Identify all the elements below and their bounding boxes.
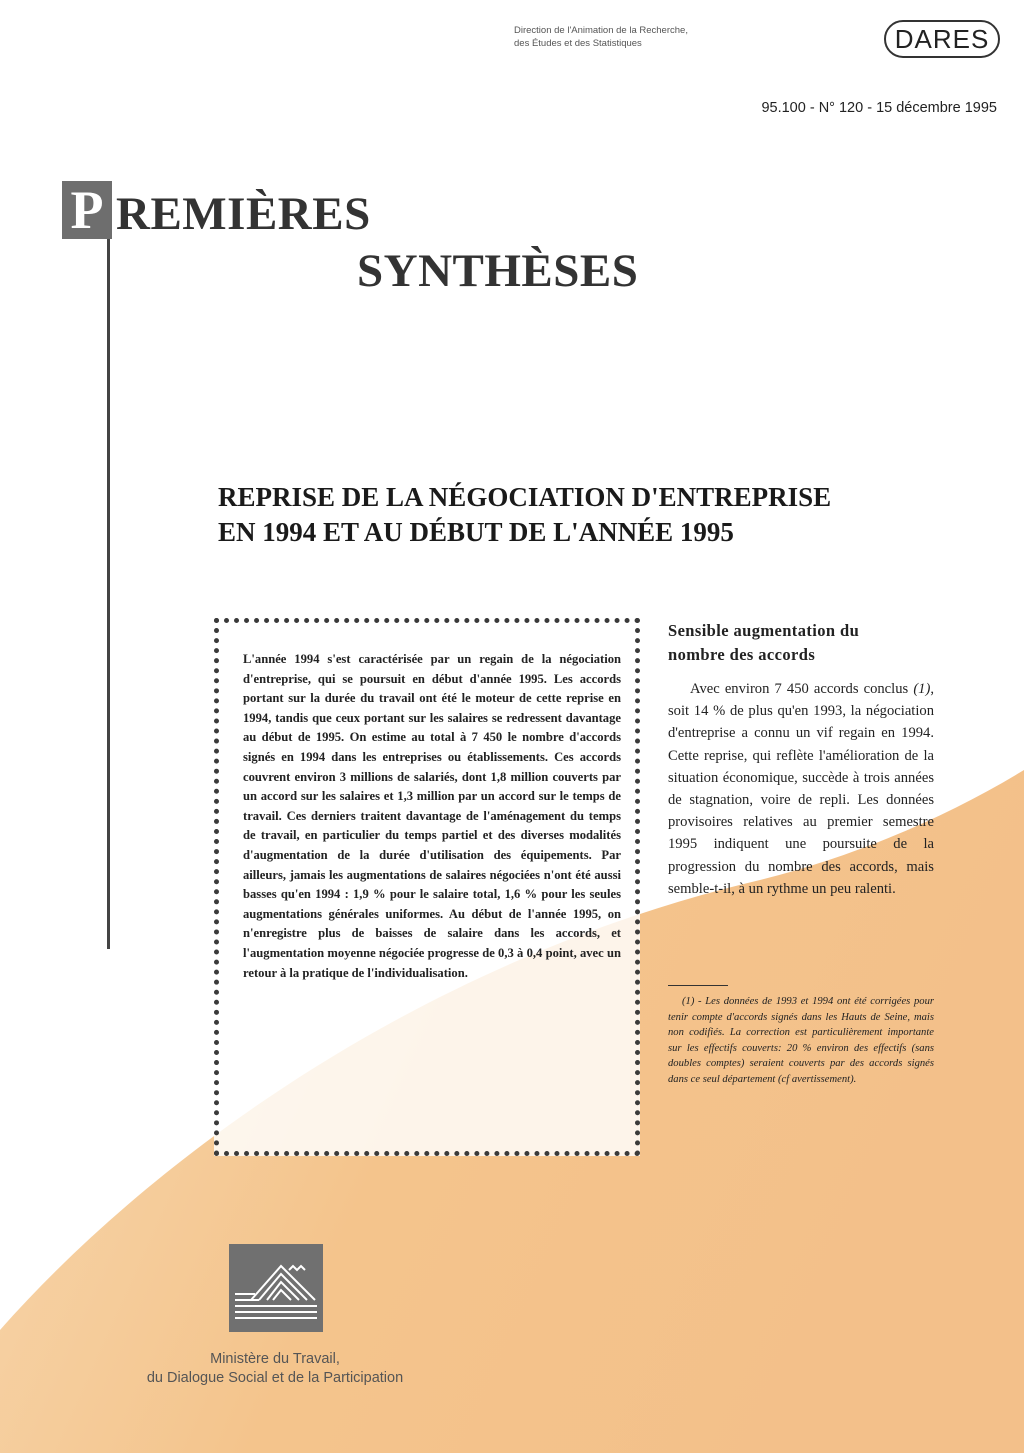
ministry-line-1: Ministère du Travail, — [210, 1351, 340, 1367]
section-paragraph — [668, 678, 934, 900]
section-heading-line-1: Sensible augmentation du — [668, 621, 860, 640]
article-title-line-2: EN 1994 ET AU DÉBUT DE L'ANNÉE 1995 — [218, 517, 734, 547]
footnote-reference: (1) — [913, 681, 931, 697]
masthead-initial: P — [70, 180, 104, 240]
masthead-word-premieres: REMIÈRES — [116, 188, 371, 240]
article-title — [218, 480, 938, 550]
section-heading-line-2: nombre des accords — [668, 645, 816, 664]
issuer-line-2: des Études et des Statistiques — [514, 38, 642, 49]
footnote-text: (1) - Les données de 1993 et 1994 ont été corrigées pour tenir compte d'accords signés dans les Hauts de Seine, mais non codifiés. La correction est particulièrement importante sur les effectifs couverts: 20 % environ des effectifs (sans doubles comptes) seraient couverts par des accords signés dans ce seul département (cf avertissement). — [668, 996, 934, 1085]
section-body — [668, 678, 934, 900]
masthead-vertical-rule — [107, 239, 110, 949]
abstract-text: L'année 1994 s'est caractérisée par un regain de la négociation d'entreprise, qui se poursuit en début d'année 1995. Les accords portant sur la durée du travail ont été le moteur de cette reprise en 1994, tandis que ceux portant sur les salaires se redressent davantage au début de 1995. On estime au total à 7 450 le nombre d'accords signés en 1994 dans les entreprises ou établissements. Ces accords couvrent environ 3 millions de salariés, dont 1,8 million couverts par un accord sur les salaires et 1,3 million par un accord sur le temps de travail. Ces derniers traitent davantage de l'aménagement du temps de travail, en particulier du temps partiel et des diverses modalités d'augmentation de la durée d'utilisation des équipements. Par ailleurs, jamais les augmentations de salaires négociées n'ont été aussi basses qu'en 1994 : 1,9 % pour le salaire total, 1,6 % pour les seules augmentations générales uniformes. Au début de l'année 1995, on n'enregistre plus de baisses de salaire dans les accords, et l'augmentation moyenne négociée progresse de 0,3 à 0,4 point, avec un retour à la pratique de l'individualisation. — [243, 652, 621, 980]
article-title-line-1: REPRISE DE LA NÉGOCIATION D'ENTREPRISE — [218, 482, 832, 512]
ministry-line-2: du Dialogue Social et de la Participation — [146, 1370, 404, 1386]
section-heading — [668, 619, 938, 667]
issuer-line-1: Direction de l'Animation de la Recherche, — [514, 25, 688, 36]
dares-logo-badge: DARES — [884, 20, 1000, 58]
issuer-organization — [514, 24, 844, 50]
ministry-logo-icon — [229, 1244, 323, 1332]
footnote — [668, 994, 934, 1088]
ministry-name — [100, 1350, 450, 1388]
body-text-start: Avec environ 7 450 accords conclus — [690, 681, 914, 697]
body-text-end: , soit 14 % de plus qu'en 1993, la négociation d'entreprise a connu un vif regain en 1994. Cette reprise, qui reflète l'amélioration de la situation économique, succède à trois années de stagnation, voire de repli. Les données provisoires relatives au premier semestre 1995 indiquent une poursuite de la progression du nombre des accords, mais semble-t-il, à un rythme un peu ralenti. — [668, 681, 934, 897]
footnote-separator — [668, 985, 728, 986]
issue-number-date: 95.100 - N° 120 - 15 décembre 1995 — [761, 100, 997, 116]
masthead-word-syntheses: SYNTHÈSES — [357, 245, 639, 297]
